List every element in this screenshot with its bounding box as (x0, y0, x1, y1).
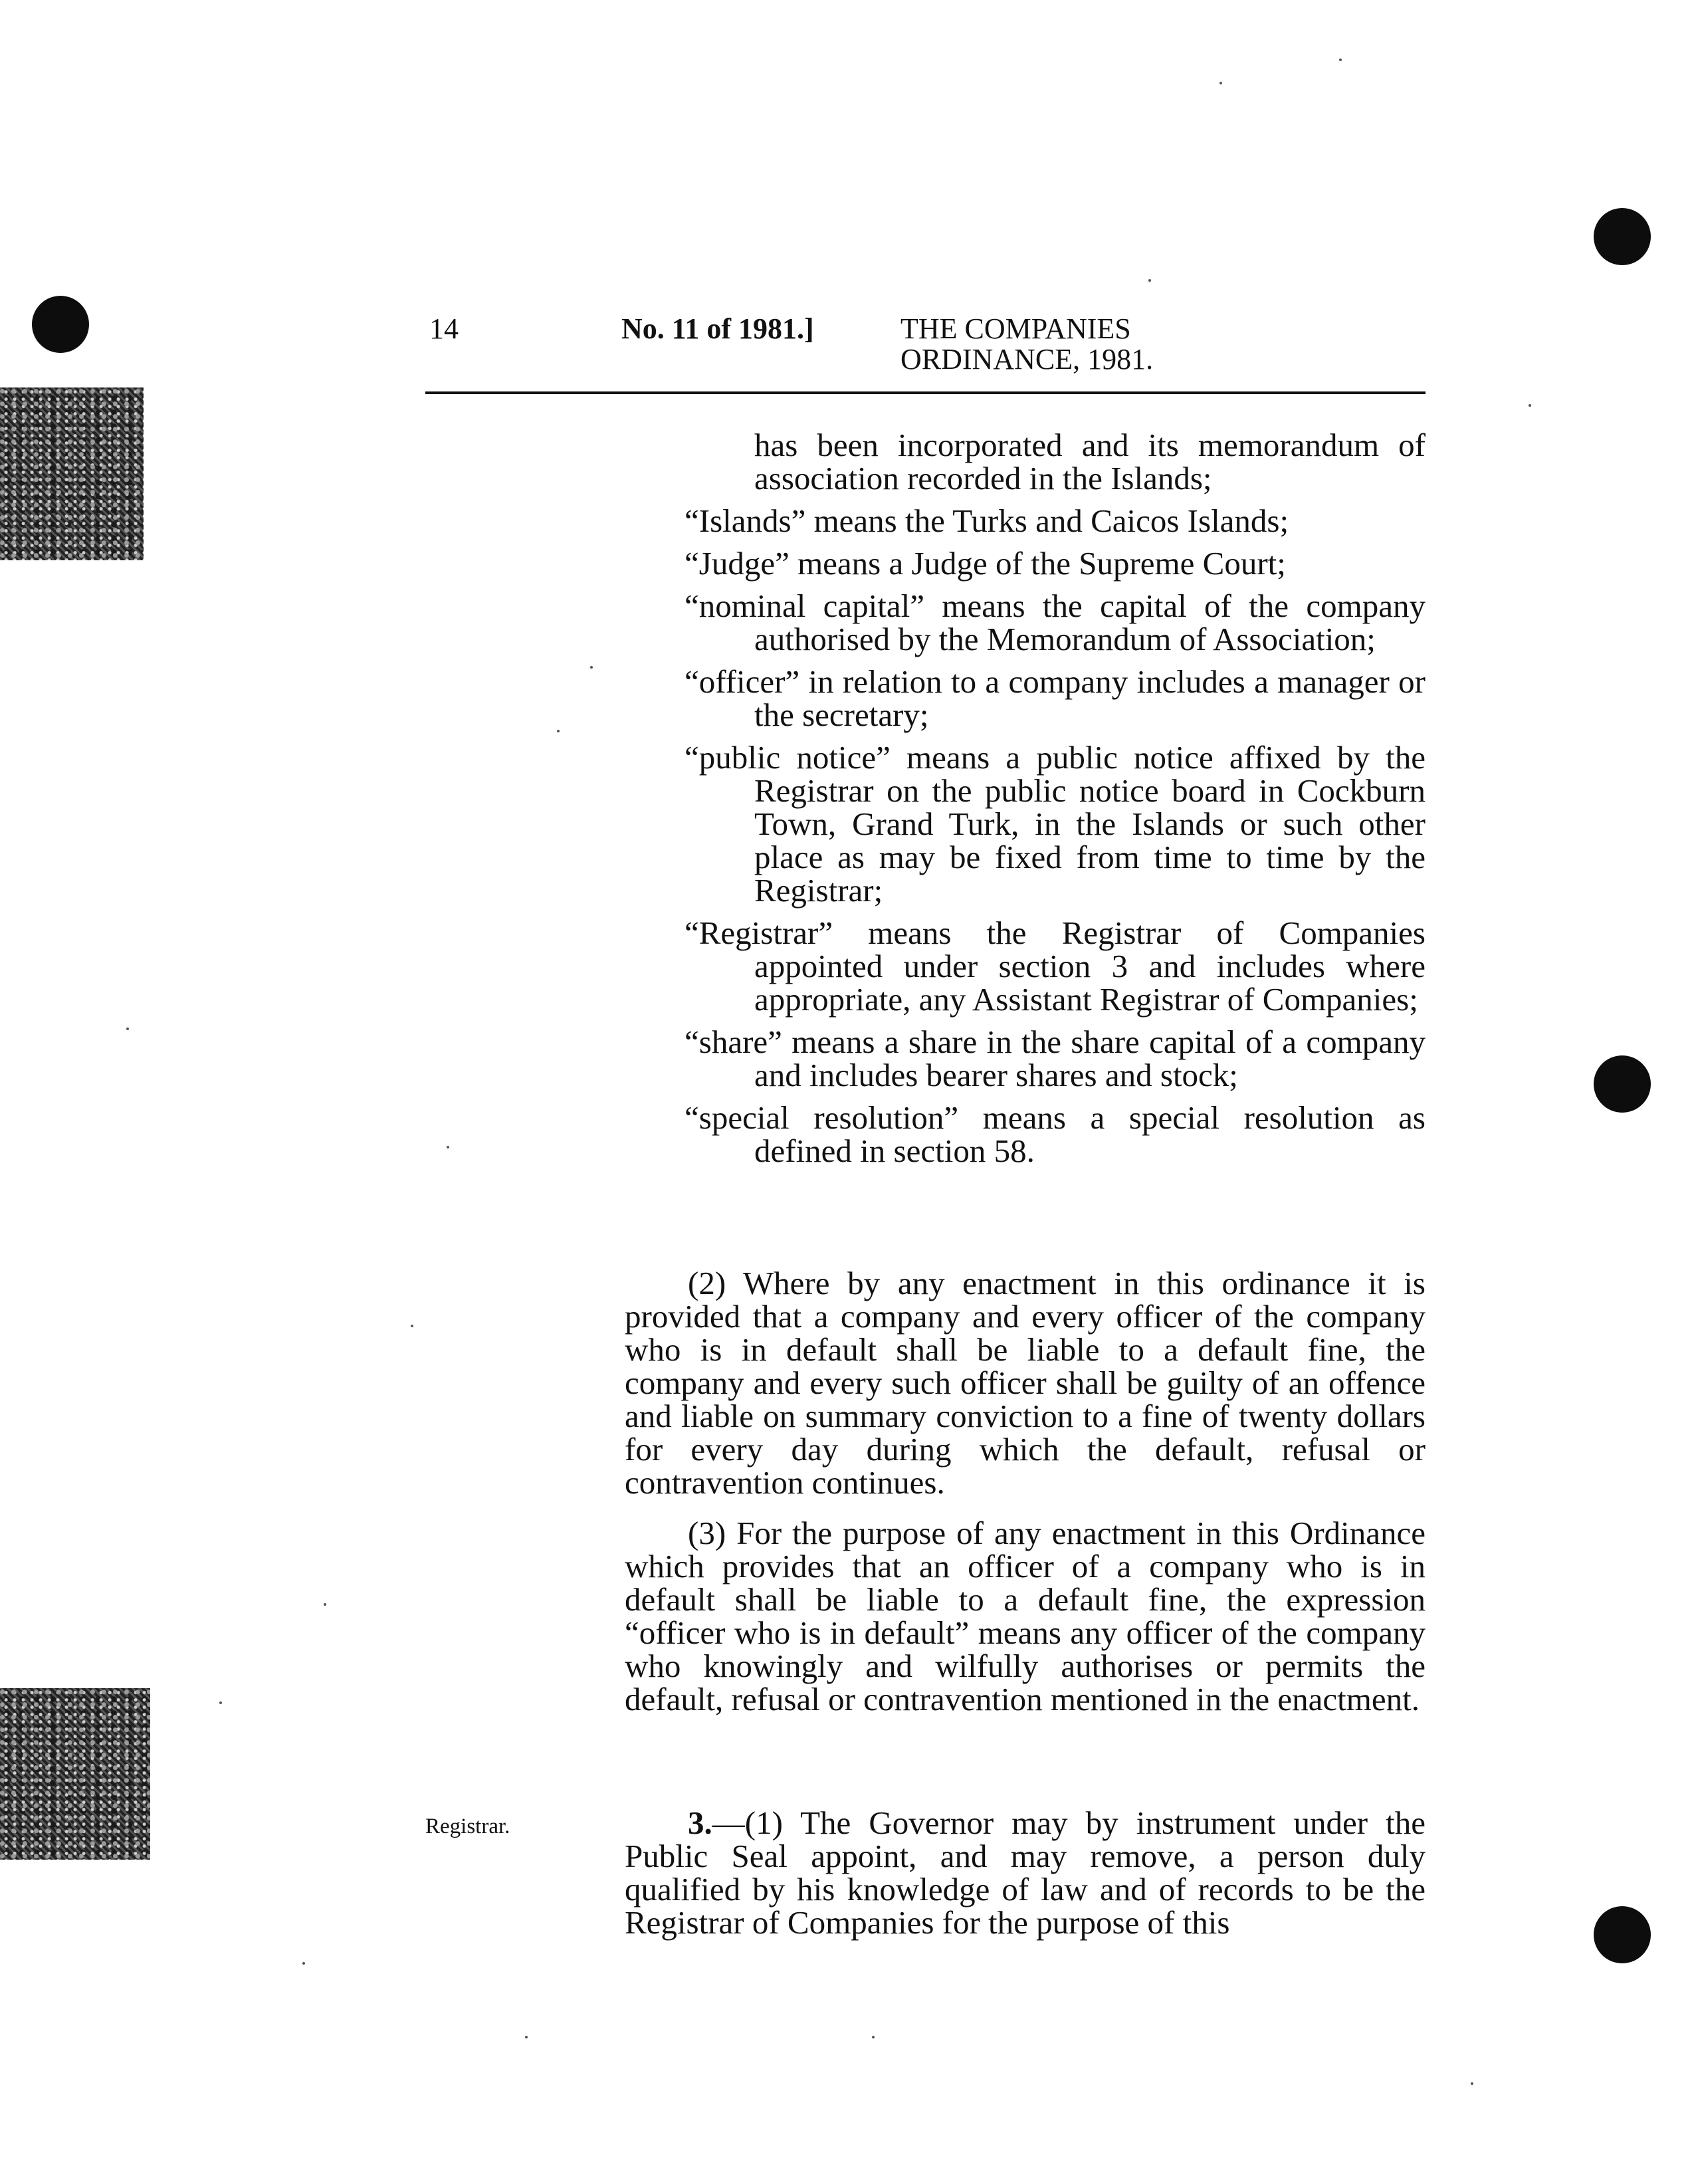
subsections (625, 1267, 1426, 1733)
definition-item: “officer” in relation to a company includes a manager or the secretary; (685, 663, 1426, 733)
scan-patch-bottom-left (0, 1688, 150, 1860)
scan-speck (525, 2036, 528, 2038)
punch-hole-middle-right (1594, 1055, 1651, 1113)
definitions-list (685, 429, 1426, 1177)
scan-speck (1339, 58, 1342, 61)
scan-speck (590, 666, 593, 669)
definition-item: “special resolution” means a special resolution as defined in section 58. (685, 1099, 1426, 1169)
section-number: 3. (688, 1804, 712, 1841)
margin-note: Registrar. (425, 1814, 510, 1838)
definition-item: “Judge” means a Judge of the Supreme Court; (685, 545, 1286, 582)
scan-speck (872, 2036, 875, 2038)
scan-speck (1219, 82, 1222, 84)
running-title-line-2: ORDINANCE, 1981. (900, 343, 1154, 376)
scan-speck (219, 1701, 222, 1704)
section-3-body: —(1) The Governor may by instrument under the Public Seal appoint, and may remove, a person duly qualified by his knowledge of law and of records to be the Registrar of Companies for the purpose of this (625, 1804, 1426, 1941)
scan-speck (1529, 404, 1531, 407)
definition-item: “Registrar” means the Registrar of Companies appointed under section 3 and includes where appropriate, any Assistant Registrar of Companies; (685, 915, 1426, 1018)
definition-item: has been incorporated and its memorandum of association recorded in the Islands; (754, 427, 1426, 496)
scan-speck (126, 1028, 129, 1030)
subsection-3: (3) For the purpose of any enactment in this Ordinance which provides that an officer of a company who is in default shall be liable to a default fine, the expression “officer who is in default” means any officer of the company who knowingly and wilfully authorises or permits the default, refusal or contravention mentioned in the enactment. (625, 1515, 1426, 1717)
definition-item: “nominal capital” means the capital of the company authorised by the Memorandum of Association; (685, 588, 1426, 657)
running-title-line-1: THE COMPANIES (900, 312, 1131, 345)
definition-item: “share” means a share in the share capital of a company and includes bearer shares and stock; (685, 1024, 1426, 1093)
scan-speck (411, 1325, 413, 1327)
scan-speck (447, 1146, 449, 1148)
scan-patch-top-left (0, 387, 144, 560)
scan-speck (557, 730, 560, 732)
subsection-2: (2) Where by any enactment in this ordinance it is provided that a company and every officer of the company who is in default shall be liable to a default fine, the company and every such officer shall be guilty of an offence and liable on summary conviction to a fine of twenty dollars for every day during which the default, refusal or contravention continues. (625, 1265, 1426, 1501)
scan-speck (302, 1962, 305, 1965)
scan-speck (324, 1603, 326, 1606)
punch-hole-top-right (1594, 208, 1651, 265)
definition-item: “public notice” means a public notice affixed by the Registrar on the public notice board in Cockburn Town, Grand Turk, in the Islands or such other place as may be fixed from time to time by the Registrar; (685, 739, 1426, 909)
act-number: No. 11 of 1981.] (621, 312, 814, 345)
header-rule (425, 391, 1426, 394)
section-3 (625, 1806, 1426, 1939)
scan-speck (1148, 279, 1151, 282)
punch-hole-left (32, 296, 89, 353)
punch-hole-bottom-right (1594, 1906, 1651, 1963)
scan-speck (1471, 2082, 1473, 2085)
definition-item: “Islands” means the Turks and Caicos Islands; (685, 502, 1289, 539)
section-3-text (625, 1806, 1426, 1939)
page-number: 14 (429, 312, 459, 345)
